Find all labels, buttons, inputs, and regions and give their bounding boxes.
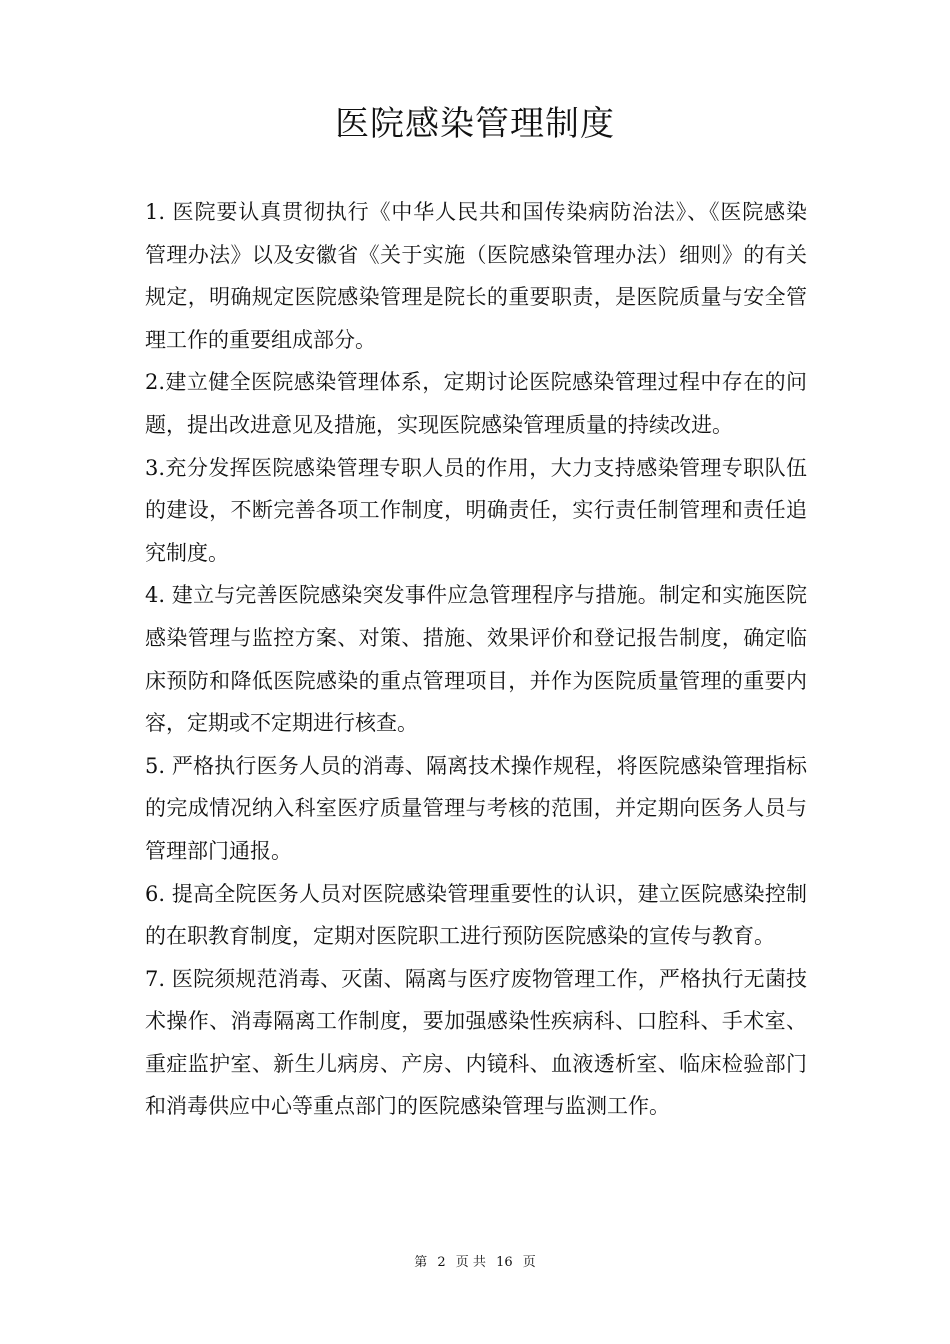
paragraph-2: 2.建立健全医院感染管理体系，定期讨论医院感染管理过程中存在的问题，提出改进意见及措施，实现医院感染管理质量的持续改进。 (145, 370, 807, 437)
paragraph-4: 4. 建立与完善医院感染突发事件应急管理程序与措施。制定和实施医院感染管理与监控方案、对策、措施、效果评价和登记报告制度，确定临床预防和降低医院感染的重点管理项目，并作为医院质量管理的重要内容，定期或不定期进行核查。 (145, 583, 807, 736)
paragraph-3: 3.充分发挥医院感染管理专职人员的作用，大力支持感染管理专职队伍的建设，不断完善各项工作制度，明确责任，实行责任制管理和责任追究制度。 (145, 455, 807, 565)
paragraph-7: 7. 医院须规范消毒、灭菌、隔离与医疗废物管理工作，严格执行无菌技术操作、消毒隔离工作制度，要加强感染性疾病科、口腔科、手术室、重症监护室、新生儿病房、产房、内镜科、血液透析室、临床检验部门和消毒供应中心等重点部门的医院感染管理与监测工作。 (145, 966, 807, 1119)
footer-total-pages: 16 (496, 1255, 513, 1270)
footer-suffix: 页 (522, 1255, 536, 1270)
document-body (145, 191, 807, 1128)
footer-mid: 页 共 (455, 1255, 486, 1270)
footer-page-number: 2 (437, 1255, 446, 1270)
page-title: 医院感染管理制度 (335, 104, 615, 144)
paragraph-6: 6. 提高全院医务人员对医院感染管理重要性的认识，建立医院感染控制的在职教育制度，定期对医院职工进行预防医院感染的宣传与教育。 (145, 881, 807, 949)
footer-prefix: 第 (414, 1255, 428, 1270)
page-footer (0, 1251, 950, 1270)
paragraph-1: 1. 医院要认真贯彻执行《中华人民共和国传染病防治法》、《医院感染 管理办法》以及安徽省《关于实施（医院感染管理办法）细则》的有关规定，明确规定医院感染管理是院长的重要职责，是医院质量与安全管理工作的重要组成部分。 (145, 200, 807, 352)
paragraph-5: 5. 严格执行医务人员的消毒、隔离技术操作规程，将医院感染管理指标的完成情况纳入科室医疗质量管理与考核的范围，并定期向医务人员与管理部门通报。 (145, 753, 807, 863)
